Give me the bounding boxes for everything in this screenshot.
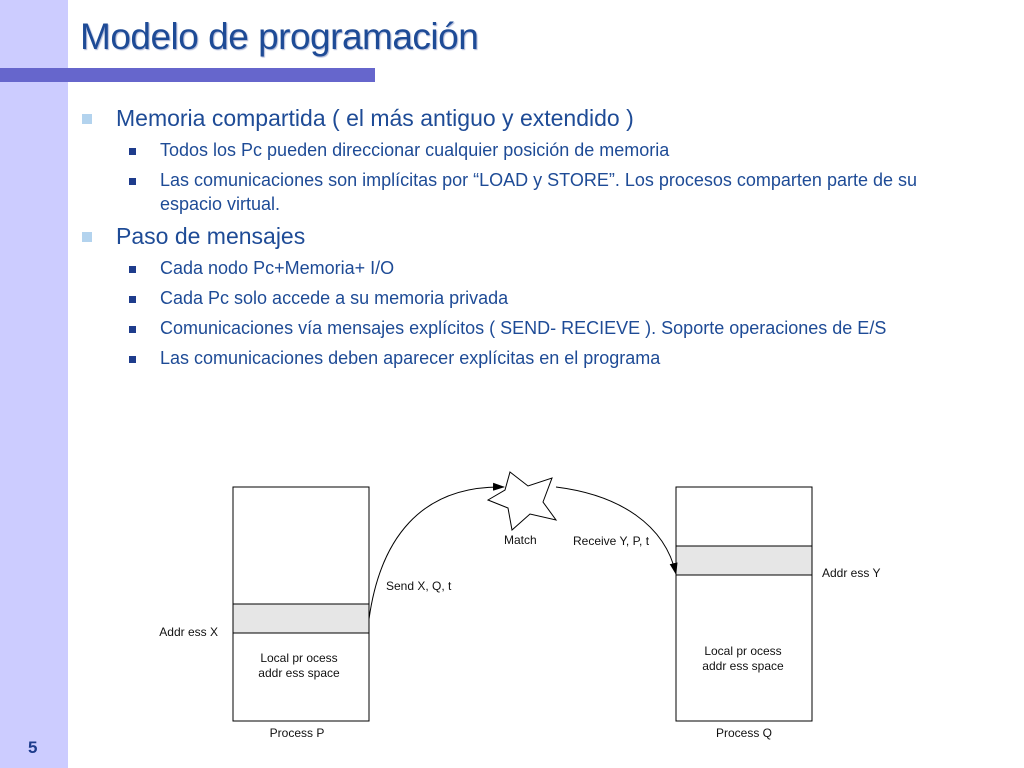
receive-label: Receive Y, P, t bbox=[573, 534, 650, 548]
process-p-address-region bbox=[233, 604, 369, 633]
sub-bullet: Cada Pc solo accede a su memoria privada bbox=[78, 286, 978, 310]
process-p-space-line1: Local pr ocess bbox=[260, 651, 338, 665]
sub-bullet: Las comunicaciones son implícitas por “LOAD y STORE”. Los procesos comparten parte de su espacio virtual. bbox=[78, 168, 978, 216]
process-q-name: Process Q bbox=[715, 726, 773, 740]
bullet-shared-memory: Memoria compartida ( el más antiguo y extendido ) bbox=[78, 104, 978, 132]
process-q-address-region bbox=[676, 546, 812, 575]
process-q-space-line2: addr ess space bbox=[702, 659, 784, 673]
process-p-space-line2: addr ess space bbox=[258, 666, 340, 680]
match-label: Match bbox=[504, 533, 537, 547]
process-q-space-line1: Local pr ocess bbox=[704, 644, 782, 658]
send-arrow bbox=[369, 487, 504, 619]
sub-bullet: Todos los Pc pueden direccionar cualquier posición de memoria bbox=[78, 138, 978, 162]
sub-bullet: Cada nodo Pc+Memoria+ I/O bbox=[78, 256, 978, 280]
sub-bullet: Comunicaciones vía mensajes explícitos ( SEND- RECIEVE ). Soporte operaciones de E/S bbox=[78, 316, 978, 340]
process-p-address-label: Addr ess X bbox=[159, 625, 218, 639]
sub-bullet: Las comunicaciones deben aparecer explícitas en el programa bbox=[78, 346, 978, 370]
bullet-message-passing: Paso de mensajes bbox=[78, 222, 978, 250]
process-p-name: Process P bbox=[269, 726, 325, 740]
process-q-address-label: Addr ess Y bbox=[822, 566, 881, 580]
slide-title: Modelo de programación bbox=[80, 16, 479, 57]
slide-number: 5 bbox=[28, 738, 38, 757]
send-label: Send X, Q, t bbox=[386, 579, 452, 593]
process-q-box bbox=[676, 487, 812, 721]
match-star-shape bbox=[488, 472, 556, 530]
receive-arrow bbox=[556, 487, 676, 574]
